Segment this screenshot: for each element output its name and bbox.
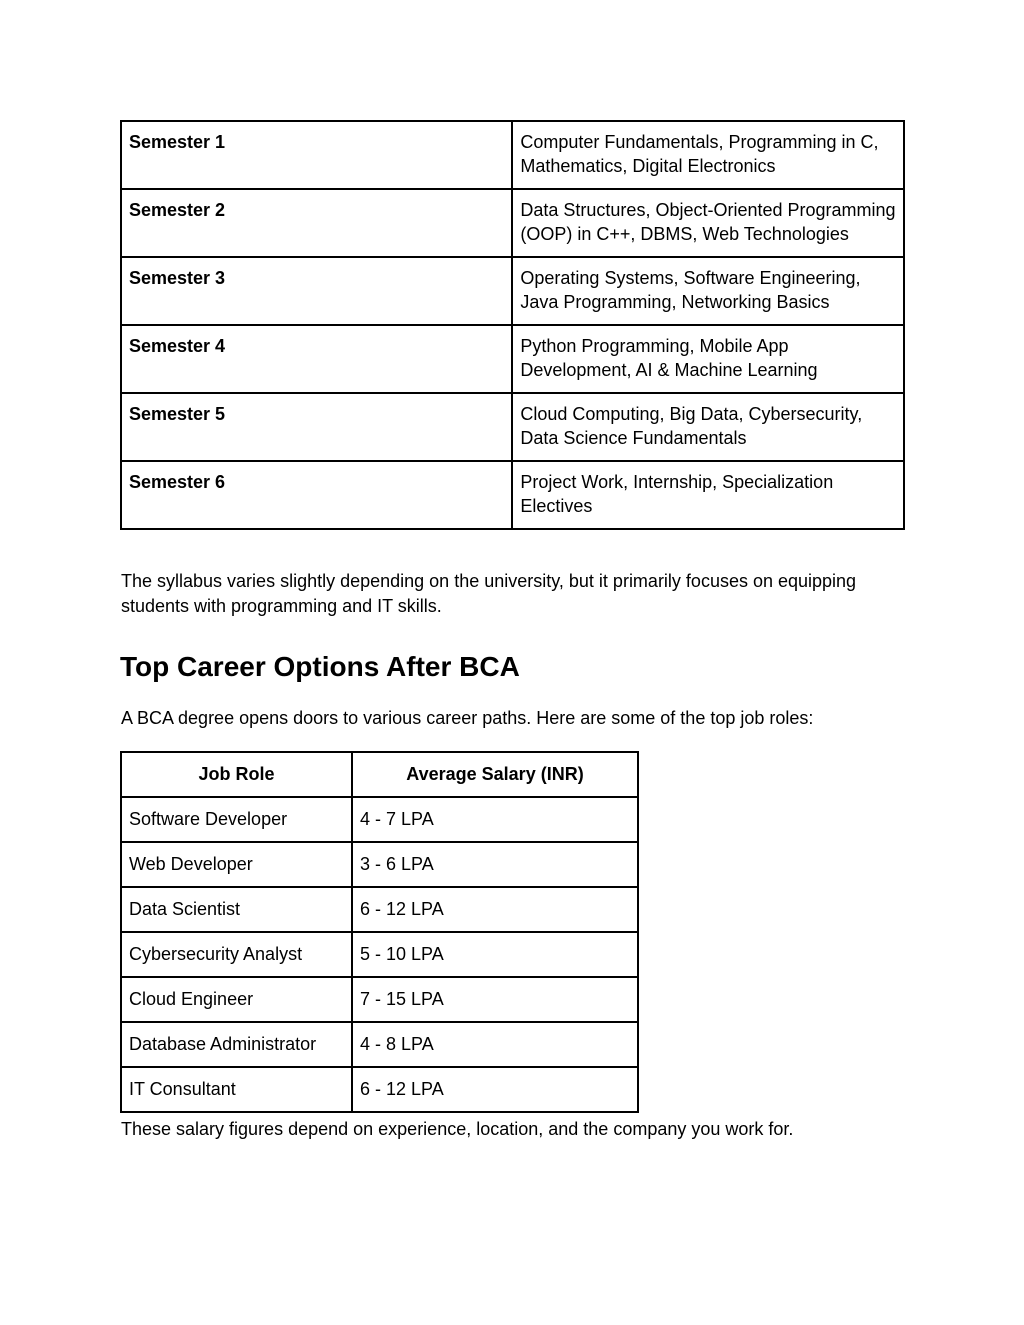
career-salary-table xyxy=(120,751,639,1113)
column-header-average-salary: Average Salary (INR) xyxy=(352,752,638,797)
salary-cell: 6 - 12 LPA xyxy=(352,1067,638,1112)
job-role-cell: IT Consultant xyxy=(121,1067,352,1112)
semester-name: Semester 3 xyxy=(121,257,512,325)
table-row xyxy=(121,257,904,325)
semester-name: Semester 4 xyxy=(121,325,512,393)
semester-name: Semester 6 xyxy=(121,461,512,529)
semester-name: Semester 2 xyxy=(121,189,512,257)
table-row xyxy=(121,977,638,1022)
semester-subjects: Data Structures, Object-Oriented Programming (OOP) in C++, DBMS, Web Technologies xyxy=(512,189,904,257)
table-row xyxy=(121,842,638,887)
salary-cell: 6 - 12 LPA xyxy=(352,887,638,932)
semester-syllabus-table xyxy=(120,120,905,530)
job-role-cell: Cybersecurity Analyst xyxy=(121,932,352,977)
table-row xyxy=(121,325,904,393)
job-role-cell: Database Administrator xyxy=(121,1022,352,1067)
job-role-cell: Software Developer xyxy=(121,797,352,842)
semester-subjects: Operating Systems, Software Engineering, Java Programming, Networking Basics xyxy=(512,257,904,325)
semester-subjects: Python Programming, Mobile App Development, AI & Machine Learning xyxy=(512,325,904,393)
salary-cell: 4 - 7 LPA xyxy=(352,797,638,842)
table-row xyxy=(121,1067,638,1112)
job-role-cell: Cloud Engineer xyxy=(121,977,352,1022)
table-row xyxy=(121,461,904,529)
salary-note: These salary figures depend on experience, location, and the company you work for. xyxy=(121,1119,794,1139)
table-row xyxy=(121,121,904,189)
careers-heading: Top Career Options After BCA xyxy=(120,651,520,682)
job-role-cell: Web Developer xyxy=(121,842,352,887)
semester-name: Semester 5 xyxy=(121,393,512,461)
table-row xyxy=(121,887,638,932)
table-row xyxy=(121,393,904,461)
semester-subjects: Computer Fundamentals, Programming in C, Mathematics, Digital Electronics xyxy=(512,121,904,189)
syllabus-note: The syllabus varies slightly depending on the university, but it primarily focuses on equipping students with programming and IT skills. xyxy=(121,571,857,616)
careers-intro: A BCA degree opens doors to various career paths. Here are some of the top job roles: xyxy=(121,708,814,728)
salary-cell: 5 - 10 LPA xyxy=(352,932,638,977)
table-row xyxy=(121,1022,638,1067)
salary-cell: 4 - 8 LPA xyxy=(352,1022,638,1067)
semester-name: Semester 1 xyxy=(121,121,512,189)
semester-subjects: Cloud Computing, Big Data, Cybersecurity, Data Science Fundamentals xyxy=(512,393,904,461)
table-header-row xyxy=(121,752,638,797)
table-row xyxy=(121,189,904,257)
job-role-cell: Data Scientist xyxy=(121,887,352,932)
semester-subjects: Project Work, Internship, Specialization Electives xyxy=(512,461,904,529)
salary-cell: 7 - 15 LPA xyxy=(352,977,638,1022)
table-row xyxy=(121,932,638,977)
table-row xyxy=(121,797,638,842)
column-header-job-role: Job Role xyxy=(121,752,352,797)
salary-cell: 3 - 6 LPA xyxy=(352,842,638,887)
